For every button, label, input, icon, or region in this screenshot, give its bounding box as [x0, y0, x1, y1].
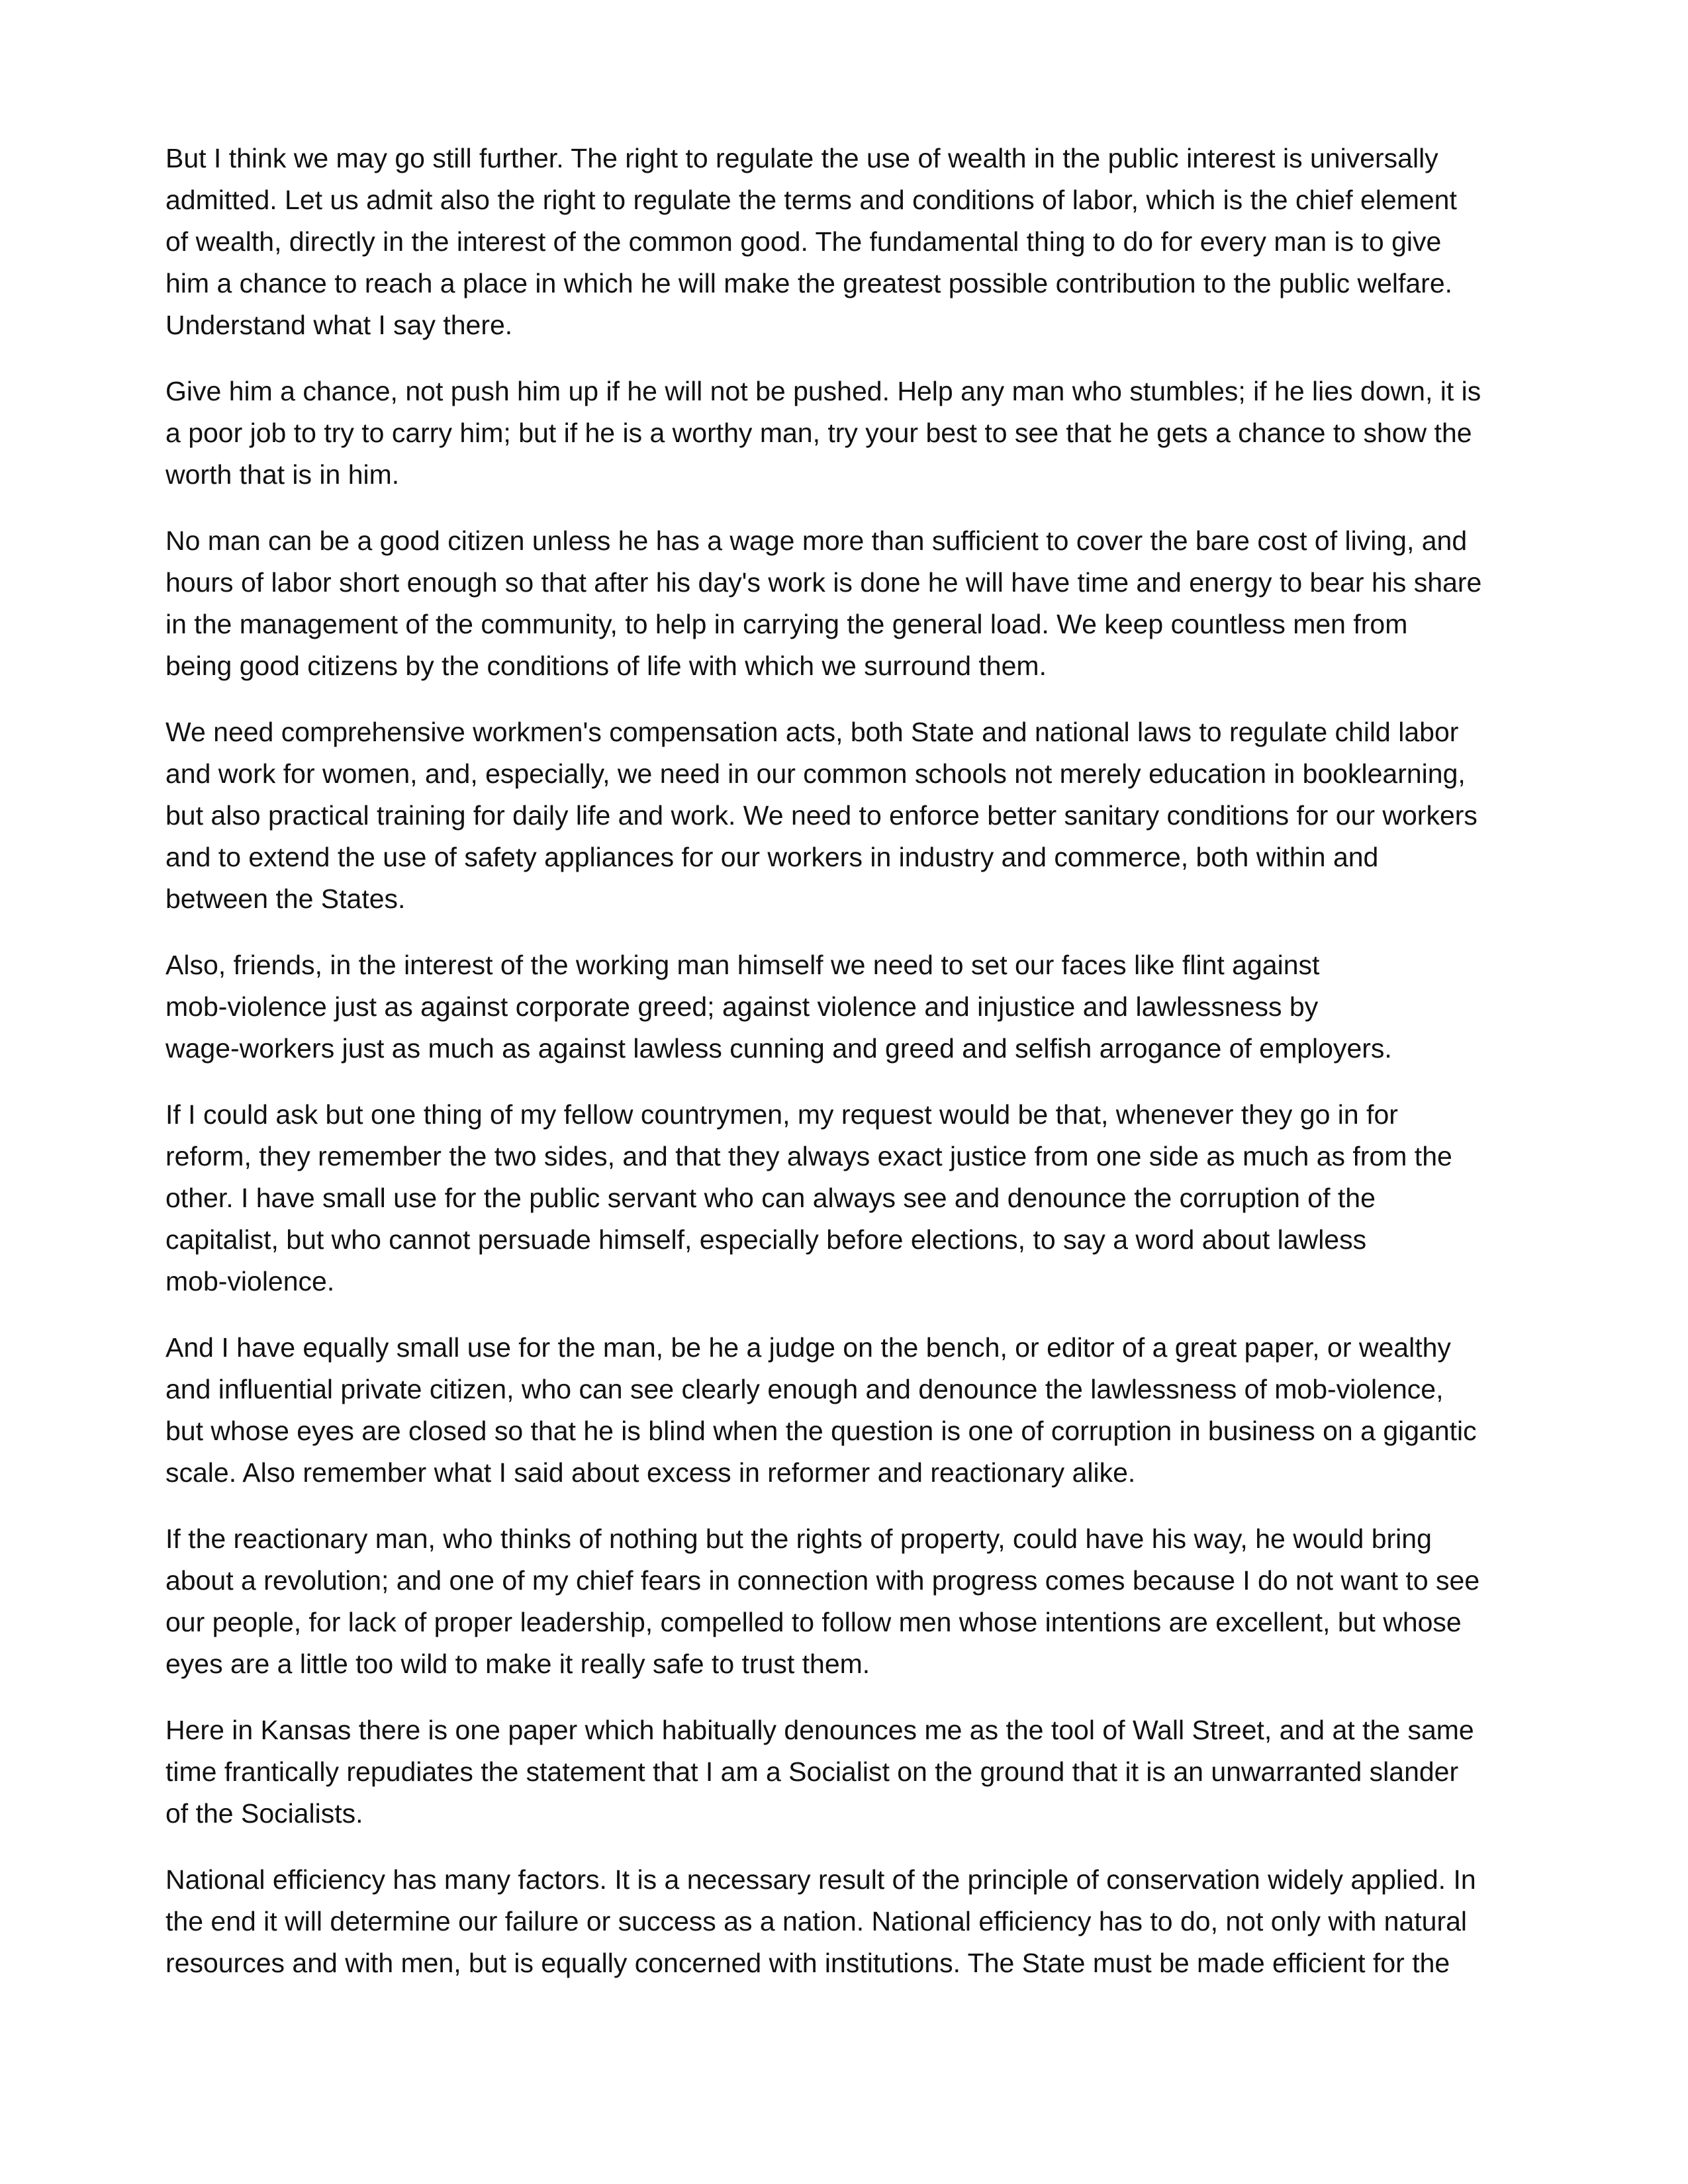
paragraph: [165, 1859, 1529, 1984]
text-line: capitalist, but who cannot persuade himself, especially before elections, to say a word about lawless: [165, 1224, 1367, 1255]
text-line: but whose eyes are closed so that he is blind when the question is one of corruption in business on a gigantic: [165, 1416, 1477, 1446]
text-line: reform, they remember the two sides, and that they always exact justice from one side as much as from the: [165, 1141, 1452, 1171]
text-line: mob-violence just as against corporate greed; against violence and injustice and lawlessness by: [165, 991, 1319, 1022]
text-line: But I think we may go still further. The right to regulate the use of wealth in the public interest is universally: [165, 143, 1438, 173]
text-line: scale. Also remember what I said about excess in reformer and reactionary alike.: [165, 1457, 1136, 1488]
text-line: our people, for lack of proper leadership, compelled to follow men whose intentions are excellent, but whose: [165, 1607, 1462, 1637]
text-line: and to extend the use of safety appliances for our workers in industry and commerce, both within and: [165, 842, 1379, 872]
text-line: mob-violence.: [165, 1266, 335, 1297]
text-line: Understand what I say there.: [165, 310, 513, 340]
text-line: If the reactionary man, who thinks of nothing but the rights of property, could have his way, he would bring: [165, 1524, 1432, 1554]
text-line: and influential private citizen, who can see clearly enough and denounce the lawlessness of mob-violence,: [165, 1374, 1444, 1404]
text-line: eyes are a little too wild to make it really safe to trust them.: [165, 1649, 870, 1679]
text-line: of the Socialists.: [165, 1798, 363, 1829]
text-line: about a revolution; and one of my chief fears in connection with progress comes because I do not want to see: [165, 1565, 1480, 1596]
text-line: hours of labor short enough so that after his day's work is done he will have time and energy to bear his share: [165, 567, 1482, 598]
text-line: other. I have small use for the public servant who can always see and denounce the corruption of the: [165, 1183, 1376, 1213]
text-line: Give him a chance, not push him up if he will not be pushed. Help any man who stumbles; if he lies down, it is: [165, 376, 1481, 406]
text-line: but also practical training for daily life and work. We need to enforce better sanitary conditions for our workers: [165, 800, 1477, 831]
text-line: between the States.: [165, 884, 406, 914]
text-line: Also, friends, in the interest of the working man himself we need to set our faces like flint against: [165, 950, 1320, 980]
text-line: in the management of the community, to help in carrying the general load. We keep countless men from: [165, 609, 1408, 639]
paragraph: [165, 1094, 1529, 1302]
body-text: [165, 138, 1529, 2009]
text-line: and work for women, and, especially, we need in our common schools not merely education in booklearning,: [165, 758, 1466, 789]
paragraph: [165, 944, 1529, 1069]
paragraph: [165, 711, 1529, 920]
paragraph: [165, 371, 1529, 496]
text-line: No man can be a good citizen unless he has a wage more than sufficient to cover the bare cost of living, and: [165, 525, 1468, 556]
text-line: a poor job to try to carry him; but if he is a worthy man, try your best to see that he gets a chance to show the: [165, 418, 1472, 448]
text-line: him a chance to reach a place in which he will make the greatest possible contribution to the public welfare.: [165, 268, 1453, 298]
text-line: If I could ask but one thing of my fellow countrymen, my request would be that, whenever they go in for: [165, 1099, 1398, 1130]
text-line: time frantically repudiates the statement that I am a Socialist on the ground that it is an unwarranted slander: [165, 1756, 1459, 1787]
paragraph: [165, 1518, 1529, 1685]
paragraph: [165, 138, 1529, 346]
text-line: being good citizens by the conditions of life with which we surround them.: [165, 651, 1047, 681]
text-line: National efficiency has many factors. It is a necessary result of the principle of conservation widely applied. In: [165, 1864, 1476, 1895]
paragraph: [165, 520, 1529, 687]
text-line: admitted. Let us admit also the right to regulate the terms and conditions of labor, which is the chief element: [165, 185, 1457, 215]
text-line: We need comprehensive workmen's compensation acts, both State and national laws to regulate child labor: [165, 717, 1459, 747]
text-line: wage-workers just as much as against lawless cunning and greed and selfish arrogance of employers.: [165, 1033, 1392, 1064]
paragraph: [165, 1709, 1529, 1835]
text-line: of wealth, directly in the interest of the common good. The fundamental thing to do for every man is to give: [165, 226, 1442, 257]
paragraph: [165, 1327, 1529, 1494]
text-line: And I have equally small use for the man, be he a judge on the bench, or editor of a great paper, or wealthy: [165, 1332, 1451, 1363]
text-line: resources and with men, but is equally concerned with institutions. The State must be made efficient for the: [165, 1948, 1450, 1978]
text-line: the end it will determine our failure or success as a nation. National efficiency has to do, not only with natural: [165, 1906, 1468, 1936]
text-line: Here in Kansas there is one paper which habitually denounces me as the tool of Wall Street, and at the same: [165, 1715, 1474, 1745]
text-line: worth that is in him.: [165, 459, 400, 490]
